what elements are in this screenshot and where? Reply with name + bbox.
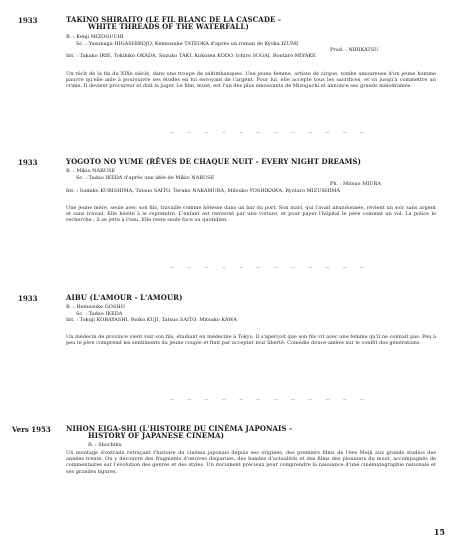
entry-title (66, 425, 426, 439)
credit-line: Prod. : NIRIKATSU (330, 47, 379, 53)
credit-line: R. : Heinosuke GOSHO (66, 304, 125, 310)
entry-year: 1933 (18, 294, 38, 303)
section-divider: — — — — — — — — — — — — (170, 264, 370, 269)
synopsis: Un médecin de province vient voir son fils, étudiant en médecine à Tokyo. Il s'aperçoit que son fils vit avec une femme qu'il ne connaît pas. Peu à peu le père comprend les sentiments du jeune couple et finit par accepter leur liberté. Comédie douce-amère sur le conflit des générations. (66, 334, 436, 347)
synopsis: Un montage d'extraits retraçant l'histoire du cinéma japonais depuis ses origines, des premiers films de l'ère Meiji aux grands studios des années trente. On y découvre des fragments d'œuvres disparues, des bandes d'actualités et des films des pionniers du muet, accompagnés de commentaires sur l'évolution des genres et des styles. Un document précieux pour comprendre la naissance d'une cinématographie nationale et ses grandes figures. (66, 450, 436, 475)
credit-line: R. : Shochiku (88, 442, 122, 448)
entry-title (66, 158, 426, 165)
entry-title-line2: HISTORY OF JAPANESE CINEMA) (88, 431, 225, 440)
entry-year: 1933 (18, 16, 38, 25)
credit-line: Ph. : Mitsuo MIURA (330, 181, 381, 187)
credit-line: Int. : Tokuji KOBAYASHI, Reiko KUJI, Tatsuo SAITO, Mitsuko KAWA (66, 317, 237, 323)
credit-line: Sc. : Tadao IKEDA (76, 311, 123, 317)
entry-title (66, 294, 426, 301)
entry-title-line1: YOGOTO NO YUME (RÊVES DE CHAQUE NUIT - EVERY NIGHT DREAMS) (66, 157, 362, 166)
section-divider: — — — — — — — — — — — — (170, 129, 370, 134)
entry-title (66, 16, 426, 30)
entry-title-line1: AIBU (L'AMOUR - L'AMOUR) (66, 293, 183, 302)
entry-title-line1: TAKINO SHIRAITO (LE FIL BLANC DE LA CASCADE - (66, 15, 281, 24)
page-number: 15 (433, 527, 445, 537)
synopsis: Une jeune mère, seule avec son fils, travaille comme hôtesse dans un bar du port. Son mari, qui l'avait abandonnée, revient un soir sans argent et sans travail. Elle hésite à le reprendre. L'enfant est renversé par une voiture, et pour payer l'hôpital le père commet un vol. La police le recherche ; il se jette à l'eau. Elle reste seule face au quotidien. (66, 205, 436, 224)
credit-line: R. : Kenji MIZOGUCHI (66, 34, 124, 40)
credit-line: Sc. : Yasunaga HIGASHIBOJO, Kennosuke TATEOKA d'après un roman de Kyoka IZUMI (76, 41, 299, 47)
credit-line: Int. : Takako IRIE, Tokihiko OKADA, Suzuko TAKI, Kokuten KODO, Ichiro SUGAI, Bontaro MIYAKE (66, 53, 316, 59)
entry-title-line2: WHITE THREADS OF THE WATERFALL) (88, 22, 249, 31)
entry-year: Vers 1953 (12, 425, 51, 434)
credit-line: Sc. : Tadao IKEDA d'après une idée de Mikio NARUSE (76, 175, 215, 181)
entry-title-line1: NIHON EIGA-SHI (L'HISTOIRE DU CINÉMA JAPONAIS - (66, 424, 293, 433)
credit-line: Int. : Sumiko KURISHIMA, Tatsuo SAITO, Teruko NAKAMURA, Mitsuko YOSHIKAWA, Ryotaro MIZUSHIMA (66, 188, 340, 194)
synopsis: Un récit de la fin du XIXe siècle, dans une troupe de saltimbanques. Une jeune femme, artiste de cirque, tombe amoureuse d'un jeune homme pauvre qu'elle aide à poursuivre ses études en lui envoyant de l'argent. Pour lui, elle accepte tous les sacrifices, et va jusqu'à commettre un crime. Il devient procureur et doit la juger. Le film, muet, est l'un des plus émouvants de Mizoguchi et annonce ses grands mélodrames. (66, 71, 436, 90)
section-divider: — — — — — — — — — — — — (170, 396, 370, 401)
entry-year: 1933 (18, 158, 38, 167)
credit-line: R. : Mikio NARUSE (66, 168, 116, 174)
